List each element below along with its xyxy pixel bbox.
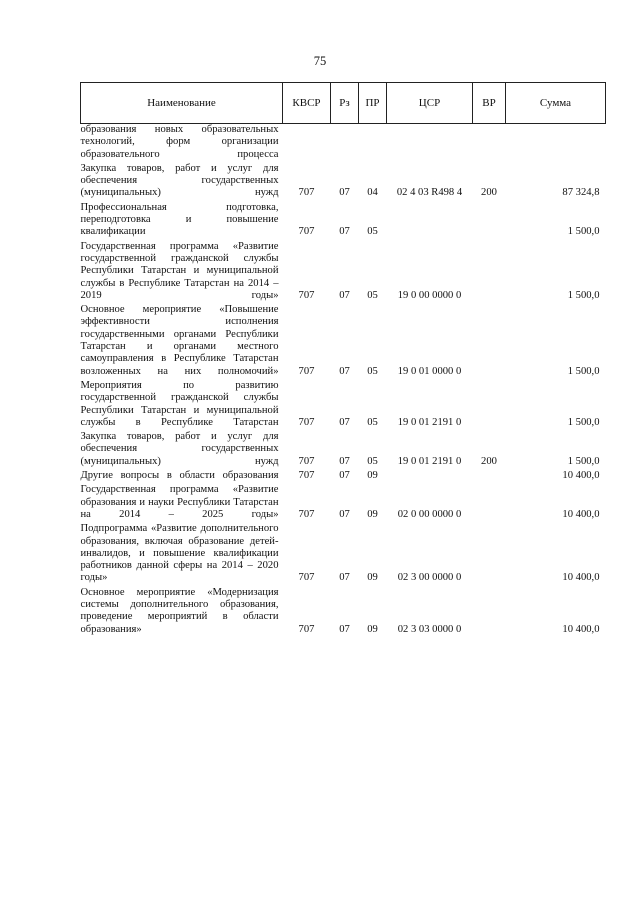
table-header xyxy=(81,83,606,124)
row-name: Государственная программа «Развитие государственной гражданской службы Республики Татарстан и муниципальной службы в Республике Татарстан на 2014 – 2019 годы» xyxy=(80,240,279,301)
row-vr xyxy=(473,304,506,380)
row-rz xyxy=(331,124,359,163)
row-pr: 05 xyxy=(367,416,378,428)
row-rz: 07 xyxy=(339,470,350,482)
row-rz: 07 xyxy=(339,416,350,428)
header-pr: ПР xyxy=(359,83,387,124)
row-sum: 1 500,0 xyxy=(567,416,600,428)
row-sum: 10 400,0 xyxy=(562,572,600,584)
row-vr xyxy=(473,470,506,484)
row-sum: 1 500,0 xyxy=(567,289,600,301)
row-csr: 02 4 03 R498 4 xyxy=(396,187,463,199)
row-csr: 19 0 01 2191 0 xyxy=(397,455,462,467)
row-name: Профессиональная подготовка, переподготовка и повышение квалификации xyxy=(80,201,279,238)
row-csr: 02 3 00 0000 0 xyxy=(397,572,462,584)
row-vr: 200 xyxy=(481,455,497,467)
row-kvsr xyxy=(283,124,331,163)
table-body xyxy=(81,124,606,638)
row-csr: 19 0 01 2191 0 xyxy=(397,416,462,428)
row-pr: 09 xyxy=(367,508,378,520)
row-name: Мероприятия по развитию государственной гражданской службы Республики Татарстан и муниципальной службы в Республике Татарстан xyxy=(80,379,279,428)
row-pr: 05 xyxy=(367,455,378,467)
header-sum: Сумма xyxy=(506,83,606,124)
table-row xyxy=(81,124,606,163)
row-rz: 07 xyxy=(339,455,350,467)
table-row xyxy=(81,163,606,202)
row-name: образования новых образовательных технологий, форм организации образовательного процесса xyxy=(80,124,279,160)
row-vr xyxy=(473,523,506,586)
row-rz: 07 xyxy=(339,226,350,238)
row-pr: 09 xyxy=(367,572,378,584)
header-vr: ВР xyxy=(473,83,506,124)
row-kvsr: 707 xyxy=(298,623,315,635)
row-name: Основное мероприятие «Модернизация системы дополнительного образования, проведение мероприятий в области образования» xyxy=(80,586,279,635)
row-kvsr: 707 xyxy=(298,470,315,482)
row-pr xyxy=(359,124,387,163)
row-sum: 1 500,0 xyxy=(567,226,600,238)
row-vr xyxy=(473,124,506,163)
row-pr: 05 xyxy=(367,226,378,238)
row-rz: 07 xyxy=(339,187,350,199)
row-kvsr: 707 xyxy=(298,455,315,467)
row-sum: 10 400,0 xyxy=(562,470,600,482)
row-pr: 05 xyxy=(367,365,378,377)
table-row xyxy=(81,241,606,304)
row-rz: 07 xyxy=(339,508,350,520)
row-kvsr: 707 xyxy=(298,365,315,377)
row-csr xyxy=(387,124,473,163)
row-vr xyxy=(473,484,506,523)
row-sum: 87 324,8 xyxy=(562,187,600,199)
row-sum: 1 500,0 xyxy=(567,365,600,377)
row-vr xyxy=(473,241,506,304)
row-name: Подпрограмма «Развитие дополнительного образования, включая образование детей-инвалидов, и повышение квалификации работников данной сферы на 2014 – 2020 годы» xyxy=(80,523,279,584)
row-sum: 10 400,0 xyxy=(562,508,600,520)
table-row xyxy=(81,202,606,241)
page-number: 75 xyxy=(313,54,327,68)
row-vr: 200 xyxy=(481,187,497,199)
row-rz: 07 xyxy=(339,365,350,377)
header-name: Наименование xyxy=(81,83,283,124)
row-csr xyxy=(387,470,473,484)
row-pr: 05 xyxy=(367,289,378,301)
row-kvsr: 707 xyxy=(298,187,315,199)
table-row xyxy=(81,523,606,586)
row-sum xyxy=(506,124,606,163)
row-name: Государственная программа «Развитие образования и науки Республики Татарстан на 2014 – 2025 годы» xyxy=(80,484,279,520)
row-pr: 09 xyxy=(367,470,378,482)
row-vr xyxy=(473,202,506,241)
row-rz: 07 xyxy=(339,623,350,635)
row-pr: 04 xyxy=(367,187,378,199)
row-csr: 19 0 01 0000 0 xyxy=(397,365,462,377)
row-name: Другие вопросы в области образования xyxy=(80,470,279,482)
row-pr: 09 xyxy=(367,623,378,635)
table-row xyxy=(81,431,606,470)
header-csr: ЦСР xyxy=(387,83,473,124)
row-name: Закупка товаров, работ и услуг для обеспечения государственных (муниципальных) нужд xyxy=(80,431,279,467)
header-rz: Рз xyxy=(331,83,359,124)
row-rz: 07 xyxy=(339,289,350,301)
header-kvsr: КВСР xyxy=(283,83,331,124)
row-rz: 07 xyxy=(339,572,350,584)
table-row xyxy=(81,304,606,380)
row-csr xyxy=(387,202,473,241)
row-csr: 19 0 00 0000 0 xyxy=(397,289,462,301)
row-sum: 10 400,0 xyxy=(562,623,600,635)
table-row xyxy=(81,470,606,484)
table-row xyxy=(81,587,606,638)
row-vr xyxy=(473,380,506,431)
row-name: Основное мероприятие «Повышение эффективности исполнения государственными органами Республики Татарстан и органами местного самоуправления в Республике Татарстан возложенных на них полномочий» xyxy=(80,304,279,377)
row-kvsr: 707 xyxy=(298,416,315,428)
row-vr xyxy=(473,587,506,638)
row-kvsr: 707 xyxy=(298,572,315,584)
budget-table xyxy=(80,82,606,638)
row-csr: 02 0 00 0000 0 xyxy=(397,508,462,520)
table-row xyxy=(81,484,606,523)
row-csr: 02 3 03 0000 0 xyxy=(397,623,462,635)
table-row xyxy=(81,380,606,431)
row-kvsr: 707 xyxy=(298,508,315,520)
row-sum: 1 500,0 xyxy=(567,455,600,467)
row-kvsr: 707 xyxy=(298,226,315,238)
row-kvsr: 707 xyxy=(298,289,315,301)
row-name: Закупка товаров, работ и услуг для обеспечения государственных (муниципальных) нужд xyxy=(80,162,279,199)
